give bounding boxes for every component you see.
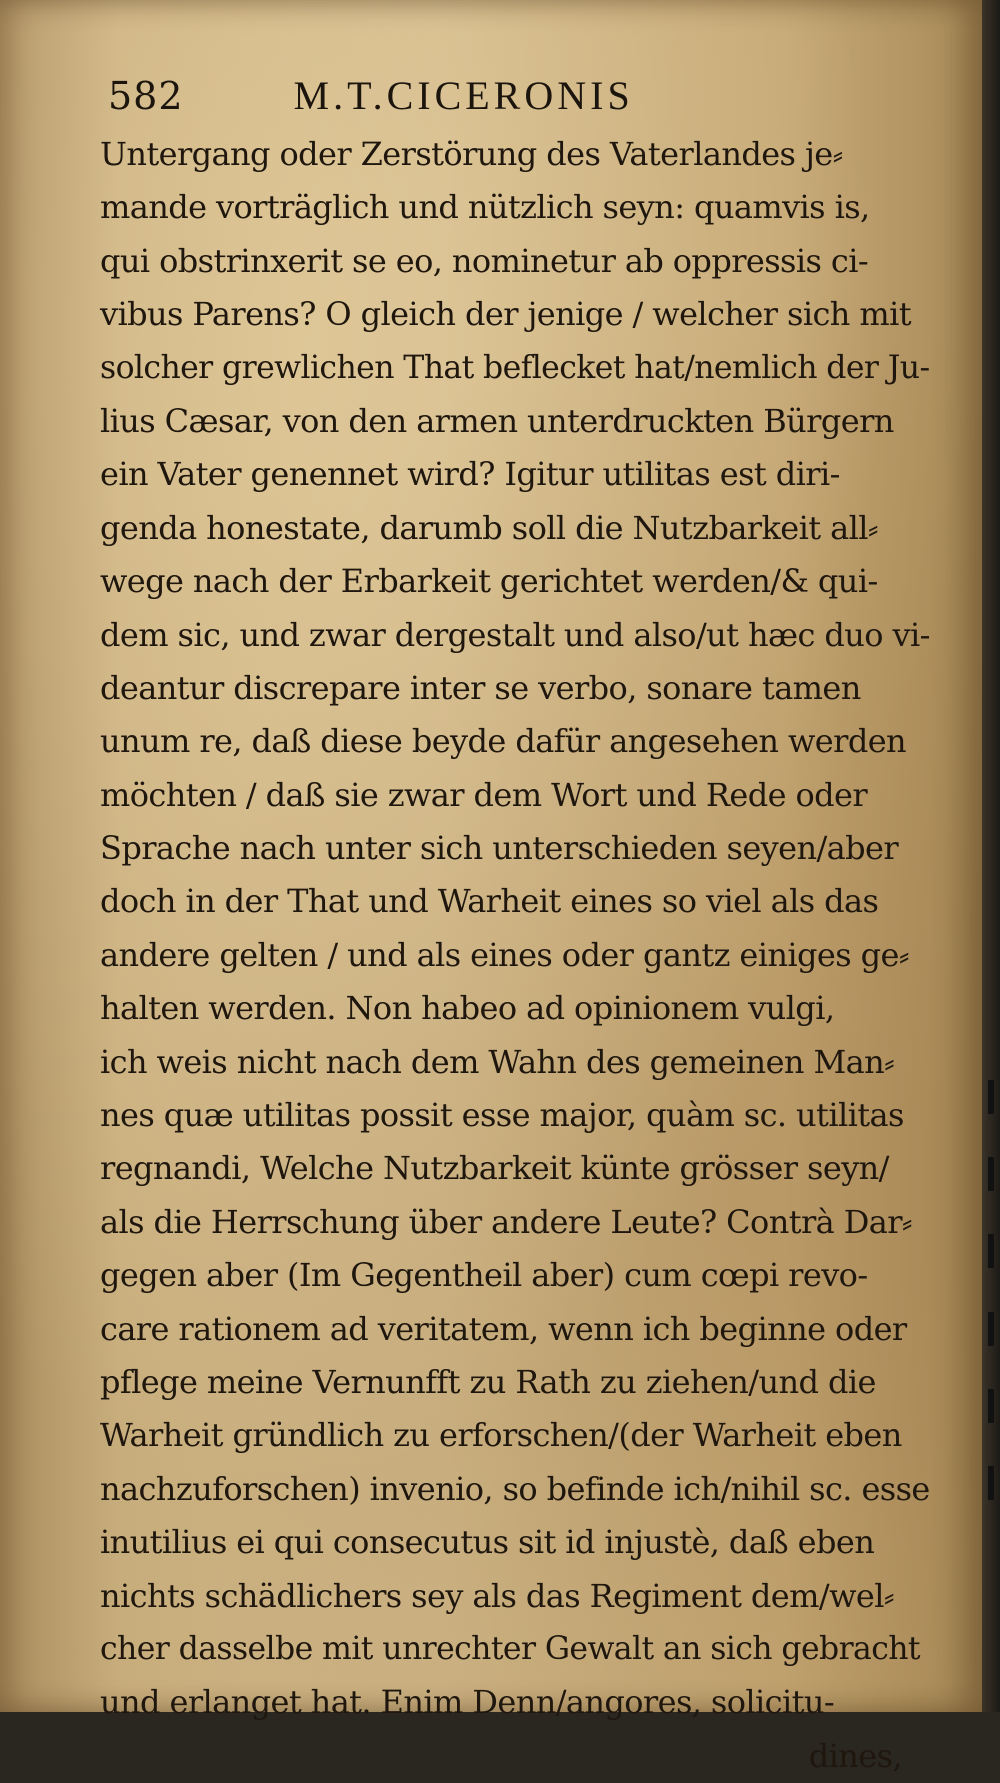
text-line: cher dasselbe mit unrechter Gewalt an sich gebracht <box>100 1630 920 1667</box>
text-line: unum re, daß diese beyde dafür angesehen werden <box>100 722 907 761</box>
text-line: pflege meine Vernunfft zu Rath zu ziehen/und die <box>100 1362 876 1401</box>
body-text <box>100 128 930 1783</box>
text-line: nachzuforschen) invenio, so befinde ich/nihil sc. esse <box>100 1469 930 1508</box>
page-number: 582 <box>108 74 184 118</box>
facing-page-marks <box>986 1080 996 1500</box>
text-line: Warheit gründlich zu erforschen/(der Warheit eben <box>100 1416 902 1455</box>
catchword: dines, <box>808 1736 902 1775</box>
text-line: nes quæ utilitas possit esse major, quàm sc. utilitas <box>100 1096 904 1135</box>
text-line: solcher grewlichen That beflecket hat/nemlich der Ju- <box>100 349 930 386</box>
text-line: ein Vater genennet wird? Igitur utilitas est diri- <box>100 455 840 494</box>
text-line: vibus Parens? O gleich der jenige / welcher sich mit <box>100 295 912 334</box>
text-line: Sprache nach unter sich unterschieden seyen/aber <box>100 829 899 868</box>
text-line: andere gelten / und als eines oder gantz einiges ge⸗ <box>100 935 909 974</box>
text-line: Untergang oder Zerstörung des Vaterlandes je⸗ <box>100 135 843 173</box>
text-line: mande vorträglich und nützlich seyn: quamvis is, <box>100 188 870 227</box>
text-line: inutilius ei qui consecutus sit id injustè, daß eben <box>100 1523 875 1562</box>
text-line: doch in der That und Warheit eines so viel als das <box>100 882 879 921</box>
facing-page-edge <box>982 0 1000 1712</box>
text-line: und erlanget hat. Enim Denn/angores, solicitu- <box>100 1683 835 1722</box>
text-line: qui obstrinxerit se eo, nominetur ab oppressis ci- <box>100 241 869 280</box>
running-head: M.T.CICERONIS <box>293 73 634 118</box>
page-header <box>108 72 868 128</box>
text-line: gegen aber (Im Gegentheil aber) cum cœpi revo- <box>100 1256 868 1295</box>
text-line: lius Cæsar, von den armen unterdruckten Bürgern <box>100 401 894 440</box>
text-line: ich weis nicht nach dem Wahn des gemeinen Man⸗ <box>100 1042 895 1081</box>
text-line: care rationem ad veritatem, wenn ich beginne oder <box>100 1309 907 1348</box>
text-line: nichts schädlichers sey als das Regiment dem/wel⸗ <box>100 1576 894 1615</box>
text-line: möchten / daß sie zwar dem Wort und Rede oder <box>100 775 868 814</box>
text-line: genda honestate, darumb soll die Nutzbarkeit all⸗ <box>100 508 878 547</box>
text-line: dem sic, und zwar dergestalt und also/ut hæc duo vi- <box>100 615 930 654</box>
text-line: halten werden. Non habeo ad opinionem vulgi, <box>100 989 835 1028</box>
text-line: als die Herrschung über andere Leute? Contrà Dar⸗ <box>100 1202 912 1241</box>
text-line: wege nach der Erbarkeit gerichtet werden/& qui- <box>100 562 878 601</box>
text-line: deantur discrepare inter se verbo, sonare tamen <box>100 668 861 707</box>
text-line: regnandi, Welche Nutzbarkeit künte grösser seyn/ <box>100 1149 889 1188</box>
